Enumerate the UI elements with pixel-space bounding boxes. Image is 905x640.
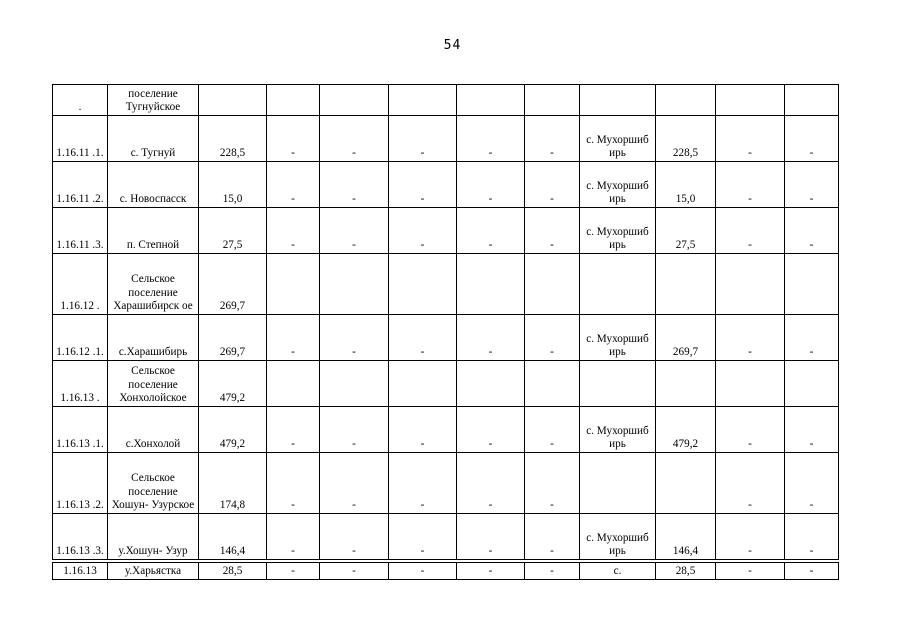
indicator-cell bbox=[525, 361, 580, 407]
row-code: 1.16.13 . bbox=[53, 361, 108, 407]
population-value: 228,5 bbox=[199, 116, 267, 162]
indicator-cell bbox=[716, 361, 785, 407]
indicator-cell bbox=[716, 254, 785, 315]
indicator-cell: - bbox=[267, 162, 320, 208]
indicator-cell: - bbox=[320, 453, 389, 514]
service-value: 479,2 bbox=[656, 407, 716, 453]
indicator-cell: - bbox=[716, 514, 785, 560]
indicator-cell bbox=[389, 254, 457, 315]
indicator-cell: - bbox=[389, 208, 457, 254]
indicator-cell: - bbox=[389, 514, 457, 560]
service-value bbox=[656, 361, 716, 407]
indicator-cell bbox=[320, 254, 389, 315]
settlement-name: с. Новоспасск bbox=[108, 162, 199, 208]
service-center bbox=[580, 85, 656, 116]
indicator-cell bbox=[525, 254, 580, 315]
indicator-cell bbox=[267, 85, 320, 116]
indicator-cell: - bbox=[457, 162, 525, 208]
indicator-cell: - bbox=[785, 453, 839, 514]
indicator-cell: - bbox=[525, 453, 580, 514]
indicator-cell: - bbox=[716, 563, 785, 580]
population-value: 146,4 bbox=[199, 514, 267, 560]
indicator-cell: - bbox=[525, 514, 580, 560]
indicator-cell: - bbox=[320, 116, 389, 162]
indicator-cell bbox=[457, 361, 525, 407]
row-code: 1.16.11 .3. bbox=[53, 208, 108, 254]
indicator-cell: - bbox=[267, 514, 320, 560]
page-number: 54 bbox=[443, 38, 462, 53]
indicator-cell: - bbox=[525, 208, 580, 254]
service-value bbox=[656, 453, 716, 514]
indicator-cell: - bbox=[389, 453, 457, 514]
indicator-cell: - bbox=[389, 116, 457, 162]
indicator-cell: - bbox=[457, 315, 525, 361]
indicator-cell: - bbox=[525, 563, 580, 580]
indicator-cell: - bbox=[716, 208, 785, 254]
indicator-cell bbox=[389, 361, 457, 407]
settlement-name: поселение Тугнуйское bbox=[108, 85, 199, 116]
indicator-cell: - bbox=[267, 407, 320, 453]
indicator-cell bbox=[785, 361, 839, 407]
indicator-cell: - bbox=[457, 563, 525, 580]
settlement-name: у.Харьястка bbox=[108, 563, 199, 580]
population-value: 28,5 bbox=[199, 563, 267, 580]
service-center bbox=[580, 361, 656, 407]
table-row bbox=[53, 116, 839, 162]
indicator-cell bbox=[320, 361, 389, 407]
indicator-cell: - bbox=[716, 116, 785, 162]
indicator-cell: - bbox=[785, 514, 839, 560]
indicator-cell: - bbox=[785, 407, 839, 453]
row-code: 1.16.13 bbox=[53, 563, 108, 580]
indicator-cell: - bbox=[525, 116, 580, 162]
table-row bbox=[53, 361, 839, 407]
indicator-cell: - bbox=[320, 563, 389, 580]
row-code: 1.16.13 .3. bbox=[53, 514, 108, 560]
settlements-table bbox=[52, 84, 839, 580]
indicator-cell bbox=[267, 254, 320, 315]
population-value bbox=[199, 85, 267, 116]
indicator-cell: - bbox=[320, 407, 389, 453]
indicator-cell: - bbox=[785, 208, 839, 254]
table-row bbox=[53, 453, 839, 514]
population-value: 15,0 bbox=[199, 162, 267, 208]
indicator-cell bbox=[389, 85, 457, 116]
row-code: 1.16.12 .1. bbox=[53, 315, 108, 361]
table-row bbox=[53, 162, 839, 208]
indicator-cell: - bbox=[457, 453, 525, 514]
indicator-cell bbox=[716, 85, 785, 116]
row-code: 1.16.13 .2. bbox=[53, 453, 108, 514]
indicator-cell bbox=[457, 85, 525, 116]
indicator-cell: - bbox=[267, 453, 320, 514]
table-row bbox=[53, 563, 839, 580]
settlement-name: Сельское поселение Хошун- Узурское bbox=[108, 453, 199, 514]
indicator-cell: - bbox=[785, 563, 839, 580]
indicator-cell bbox=[785, 254, 839, 315]
population-value: 479,2 bbox=[199, 407, 267, 453]
settlement-name: Сельское поселение Хонхолойское bbox=[108, 361, 199, 407]
service-center: с. Мухоршиб ирь bbox=[580, 208, 656, 254]
indicator-cell bbox=[320, 85, 389, 116]
service-center: с. Мухоршиб ирь bbox=[580, 514, 656, 560]
service-center: с. Мухоршиб ирь bbox=[580, 315, 656, 361]
service-center: с. bbox=[580, 563, 656, 580]
service-center bbox=[580, 254, 656, 315]
service-center: с. Мухоршиб ирь bbox=[580, 162, 656, 208]
indicator-cell bbox=[457, 254, 525, 315]
indicator-cell: - bbox=[716, 162, 785, 208]
indicator-cell: - bbox=[389, 162, 457, 208]
row-code: 1.16.11 .1. bbox=[53, 116, 108, 162]
service-center: с. Мухоршиб ирь bbox=[580, 407, 656, 453]
indicator-cell bbox=[525, 85, 580, 116]
indicator-cell: - bbox=[716, 453, 785, 514]
indicator-cell bbox=[785, 85, 839, 116]
table-row bbox=[53, 208, 839, 254]
indicator-cell: - bbox=[457, 514, 525, 560]
population-value: 269,7 bbox=[199, 315, 267, 361]
indicator-cell: - bbox=[716, 315, 785, 361]
indicator-cell: - bbox=[320, 514, 389, 560]
indicator-cell: - bbox=[267, 208, 320, 254]
table-row bbox=[53, 514, 839, 560]
settlement-name: с.Харашибирь bbox=[108, 315, 199, 361]
indicator-cell: - bbox=[716, 407, 785, 453]
table-row bbox=[53, 254, 839, 315]
indicator-cell: - bbox=[389, 407, 457, 453]
indicator-cell: - bbox=[320, 162, 389, 208]
row-code: . bbox=[53, 85, 108, 116]
indicator-cell: - bbox=[525, 162, 580, 208]
service-value: 269,7 bbox=[656, 315, 716, 361]
service-value: 228,5 bbox=[656, 116, 716, 162]
service-value: 28,5 bbox=[656, 563, 716, 580]
indicator-cell: - bbox=[320, 315, 389, 361]
table-row bbox=[53, 85, 839, 116]
service-value bbox=[656, 254, 716, 315]
row-code: 1.16.12 . bbox=[53, 254, 108, 315]
service-center bbox=[580, 453, 656, 514]
population-value: 27,5 bbox=[199, 208, 267, 254]
indicator-cell bbox=[267, 361, 320, 407]
indicator-cell: - bbox=[525, 407, 580, 453]
settlement-name: с.Хонхолой bbox=[108, 407, 199, 453]
population-value: 269,7 bbox=[199, 254, 267, 315]
indicator-cell: - bbox=[267, 315, 320, 361]
row-code: 1.16.13 .1. bbox=[53, 407, 108, 453]
indicator-cell: - bbox=[785, 315, 839, 361]
service-value: 146,4 bbox=[656, 514, 716, 560]
table-row bbox=[53, 407, 839, 453]
settlement-name: у.Хошун- Узур bbox=[108, 514, 199, 560]
service-value: 15,0 bbox=[656, 162, 716, 208]
population-value: 174,8 bbox=[199, 453, 267, 514]
settlement-name: Сельское поселение Харашибирск ое bbox=[108, 254, 199, 315]
population-value: 479,2 bbox=[199, 361, 267, 407]
row-code: 1.16.11 .2. bbox=[53, 162, 108, 208]
indicator-cell: - bbox=[389, 315, 457, 361]
indicator-cell: - bbox=[320, 208, 389, 254]
service-value: 27,5 bbox=[656, 208, 716, 254]
service-value bbox=[656, 85, 716, 116]
settlement-name: п. Степной bbox=[108, 208, 199, 254]
indicator-cell: - bbox=[785, 162, 839, 208]
indicator-cell: - bbox=[785, 116, 839, 162]
indicator-cell: - bbox=[267, 563, 320, 580]
indicator-cell: - bbox=[457, 208, 525, 254]
indicator-cell: - bbox=[457, 116, 525, 162]
indicator-cell: - bbox=[457, 407, 525, 453]
indicator-cell: - bbox=[267, 116, 320, 162]
table-row bbox=[53, 315, 839, 361]
indicator-cell: - bbox=[389, 563, 457, 580]
service-center: с. Мухоршиб ирь bbox=[580, 116, 656, 162]
indicator-cell: - bbox=[525, 315, 580, 361]
settlement-name: с. Тугнуй bbox=[108, 116, 199, 162]
